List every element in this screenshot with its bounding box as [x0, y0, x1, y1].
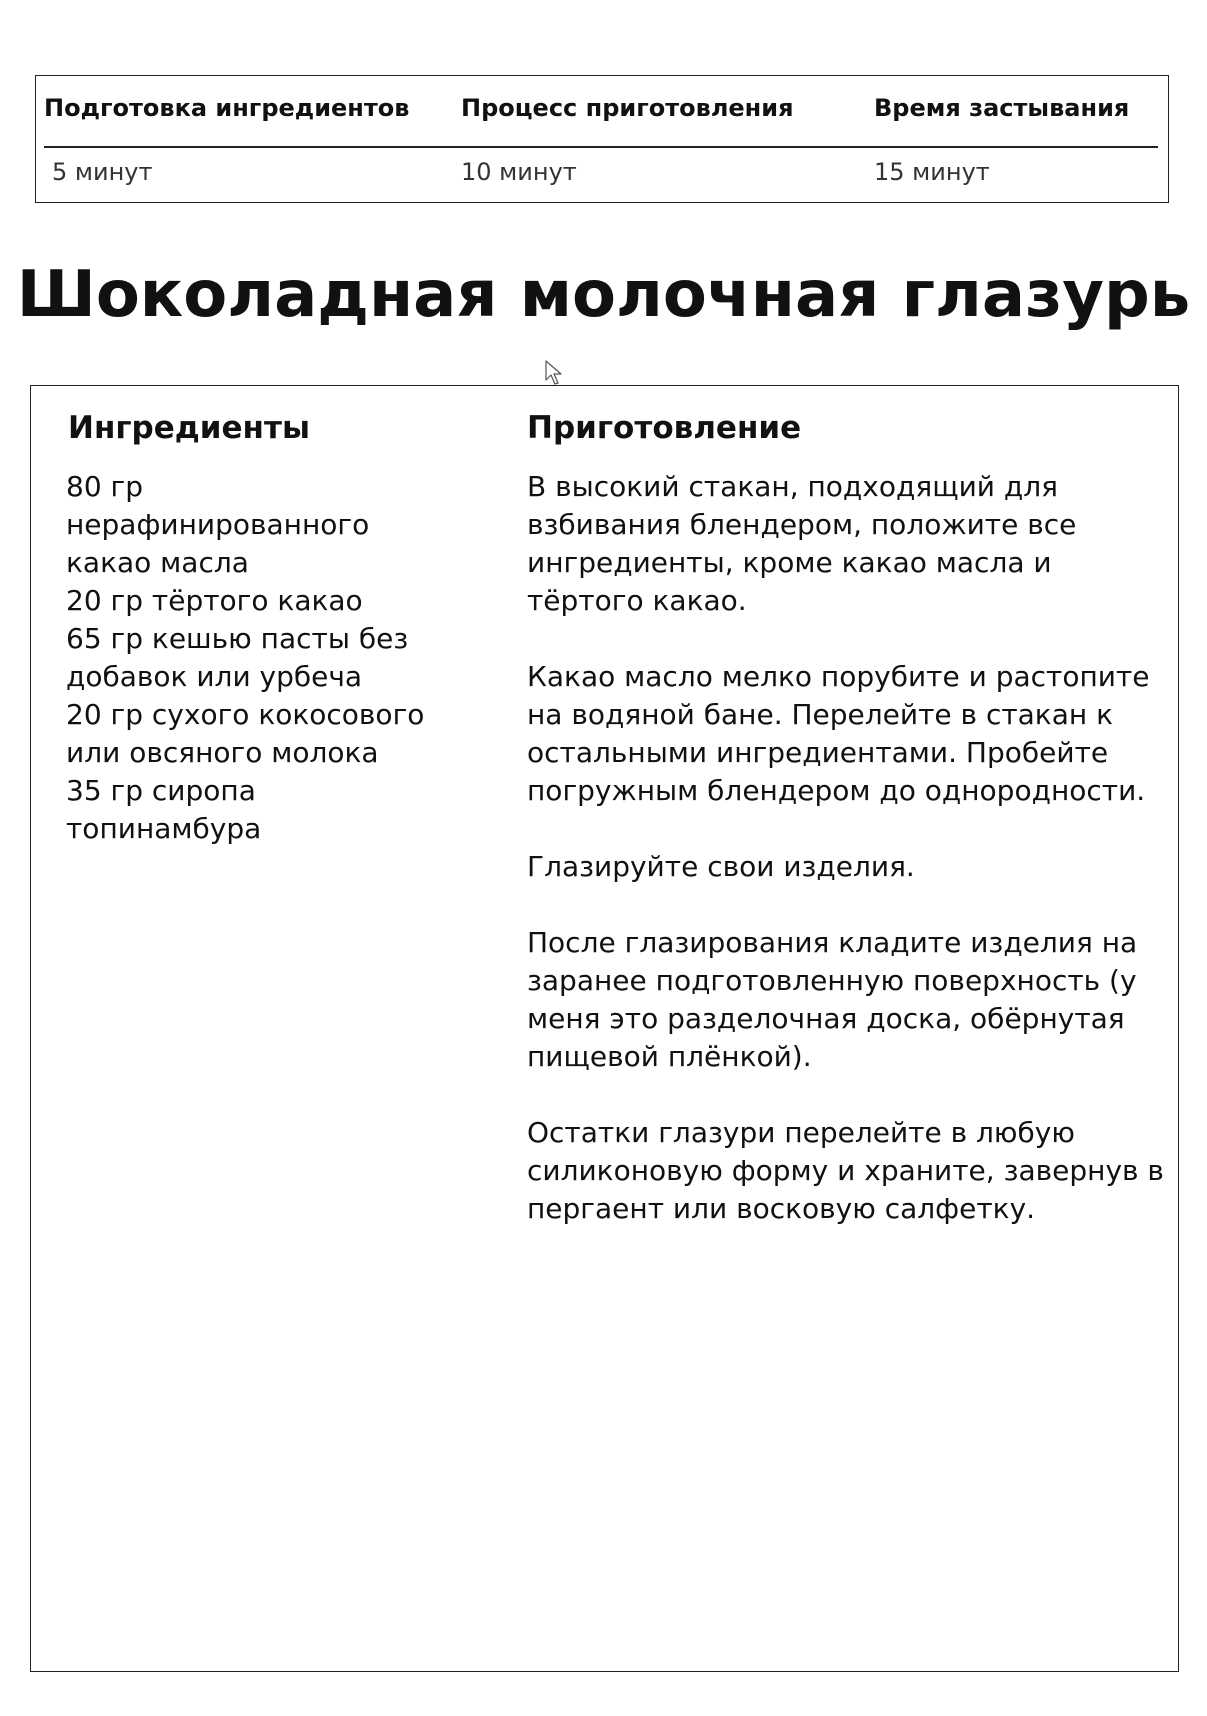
- ingredient-item: 65 гр кешью пасты без добавок или урбеча: [66, 622, 409, 693]
- ingredients-list: [66, 468, 446, 848]
- ingredient-item: 20 гр тёртого какао: [66, 584, 363, 617]
- ingredient-item: 35 гр сиропа топинамбура: [66, 774, 262, 845]
- set-time-value: 15 минут: [874, 158, 990, 186]
- preparation-step: Какао масло мелко порубите и растопите на водяной бане. Перелейте в стакан к остальными ингредиентами. Пробейте погружным блендером до однородности.: [527, 660, 1150, 807]
- recipe-title: Шоколадная молочная глазурь: [16, 258, 1191, 332]
- mouse-cursor-icon: [545, 360, 563, 386]
- time-summary-header-row: [44, 76, 1158, 148]
- ingredient-item: 80 гр нерафинированного какао масла: [66, 470, 370, 579]
- ingredient-item: 20 гр сухого кокосового или овсяного молока: [66, 698, 425, 769]
- preparation-step: Глазируйте свои изделия.: [527, 850, 915, 883]
- preparation-step: Остатки глазури перелейте в любую силиконовую форму и храните, завернув в пергаент или восковую салфетку.: [527, 1116, 1164, 1225]
- cook-time-header: Процесс приготовления: [461, 94, 794, 122]
- recipe-card: [30, 385, 1179, 1672]
- preparation-step: После глазирования кладите изделия на заранее подготовленную поверхность (у меня это разделочная доска, обёрнутая пищевой плёнкой).: [527, 926, 1138, 1073]
- preparation-steps: [527, 468, 1167, 1266]
- prep-time-header: Подготовка ингредиентов: [44, 94, 410, 122]
- set-time-header: Время застывания: [874, 94, 1130, 122]
- time-summary-table: [35, 75, 1169, 203]
- prep-time-value: 5 минут: [52, 158, 153, 186]
- preparation-step: В высокий стакан, подходящий для взбивания блендером, положите все ингредиенты, кроме какао масла и тёртого какао.: [527, 470, 1077, 617]
- preparation-heading: Приготовление: [527, 410, 802, 446]
- cook-time-value: 10 минут: [461, 158, 577, 186]
- ingredients-heading: Ингредиенты: [68, 410, 310, 446]
